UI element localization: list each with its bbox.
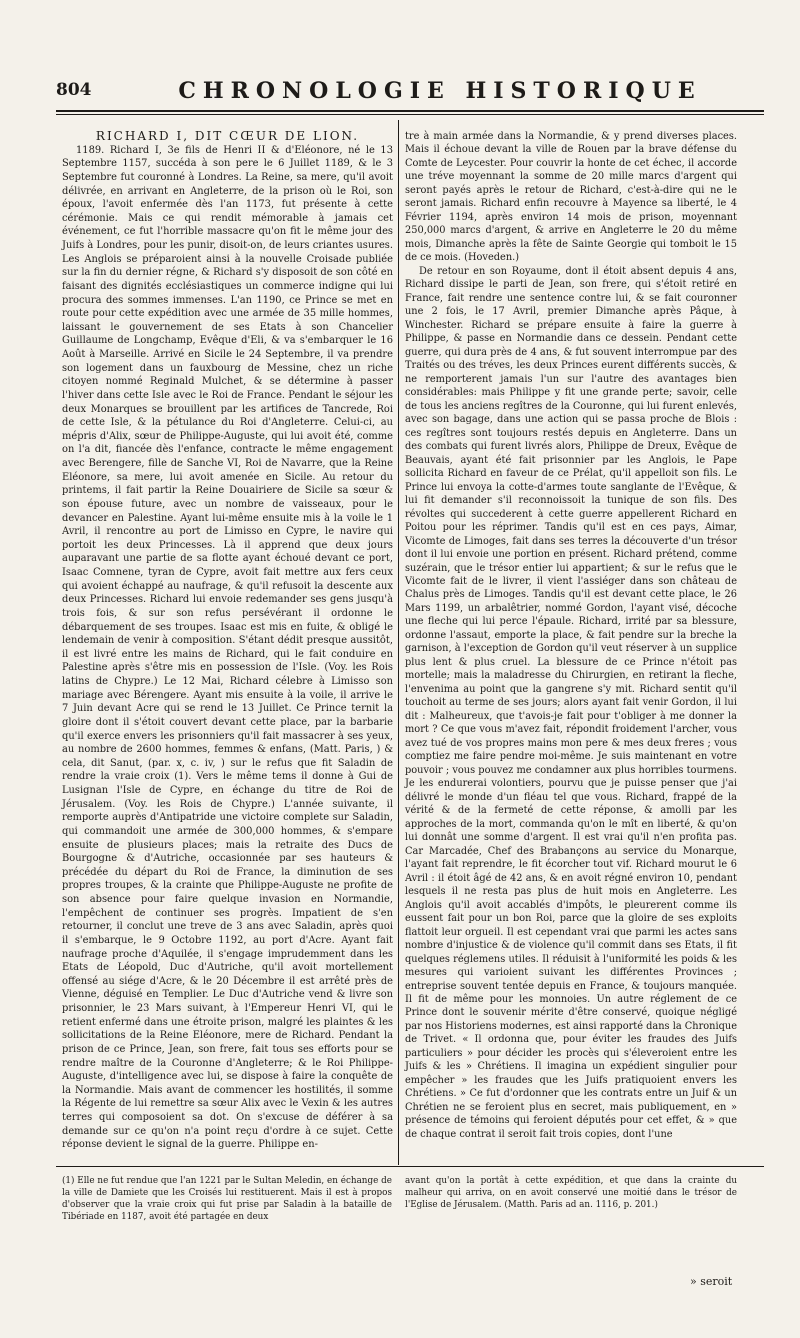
left-paragraph: 1189. Richard I, 3e fils de Henri II & d'Eléonore, né le 13 Septembre 1157, succéda à son pere le 6 Juillet 1189, & le 3 Septembre fut couronné à Londres. La Reine, sa mere, qu'il avoit délivrée, en arrivant en Angleterre, de la prison où le Roi, son époux, l'avoit enfermée dès l'an 1173, fut présente à cette cérémonie. Mais ce qui rendit mémorable à jamais cet événement, ce fut l'horrible massacre qu'on fit le même jour des Juifs à Londres, pour les punir, disoit-on, de leurs criantes usures. Les Anglois se préparoient ainsi à la nouvelle Croisade publiée sur la fin du dernier régne, & Richard s'y disposoit de son côté en faisant des dignités ecclésiastiques un commerce indigne qui lui procura des sommes immenses. L'an 1190, ce Prince se met en route pour cette expédition avec une armée de 35 mille hommes, laissant le gouvernement de ses Etats à son Chancelier Guillaume de Longchamp, Evêque d'Eli, & va s'embarquer le 16 Août à Marseille. Arrivé en Sicile le 24 Septembre, il va prendre son logement dans un fauxbourg de Messine, chez un riche citoyen nommé Reginald Mulchet, & se détermine à passer l'hiver dans cette Isle avec le Roi de France. Pendant le séjour les deux Monarques se brouillent par les artifices de Tancrede, Roi de cette Isle, & la pétulance du Roi d'Angleterre. Celui-ci, au mépris d'Alix, sœur de Philippe-Auguste, qui lui avoit été, comme on l'a dit, fiancée dès l'enfance, contracte le même engagement avec Berengere, fille de Sanche VI, Roi de Navarre, que la Reine Eléonore, sa mere, lui avoit amenée en Sicile. Au retour du printems, il fait partir la Reine Douairiere de Sicile sa sœur & son épouse future, avec un nombre de vaisseaux, pour le devancer en Palestine. Ayant lui-même ensuite mis à la voile le 1 Avril, il rencontre au port de Limisso en Cypre, le navire qui portoit les deux Princesses. Là il apprend que deux jours auparavant une partie de sa flotte ayant échoué devant ce port, Isaac Comnene, tyran de Cypre, avoit fait mettre aux fers ceux qui avoient échappé au naufrage, & qu'il refusoit la descente aux deux Princesses. Richard lui envoie redemander ses gens jusqu'à trois fois, & sur son refus persévérant il ordonne le débarquement de ses troupes. Isaac est mis en fuite, & obligé le lendemain de venir à composition. S'étant dédit presque aussitôt, il est livré entre les mains de Richard, qui le fait conduire en Palestine après s'être mis en possession de l'Isle. (Voy. les Rois latins de Chypre.) Le 12 Mai, Richard célebre à Limisso son mariage avec Bérengere. Ayant mis ensuite à la voile, il arrive le 7 Juin devant Acre qui se rend le 13 Juillet. Ce Prince ternit la gloire dont il s'étoit couvert devant cette place, par la barbarie qu'il exerce envers les prisonniers qu'il fait massacrer à ses yeux, au nombre de 2600 hommes, femmes & enfans, (Matt. Paris, ) & cela, dit Sanut, (par. x, c. iv, ) sur le refus que fit Saladin de rendre la vraie croix (1). Vers le même tems il donne à Gui de Lusignan l'Isle de Cypre, en échange du titre de Roi de Jérusalem. (Voy. les Rois de Chypre.) L'année suivante, il remporte auprès d'Antipatride une victoire complete sur Saladin, qui commandoit une armée de 300,000 hommes, & s'empare ensuite de plusieurs places; mais la retraite des Ducs de Bourgogne & d'Autriche, occasionnée par ses hauteurs & précédée du départ du Roi de France, la diminution de ses propres troupes, & la crainte que Philippe-Auguste ne profite de son absence pour faire quelque invasion en Normandie, l'empêchent de continuer ses progrès. Impatient de s'en retourner, il conclut une treve de 3 ans avec Saladin, après quoi il s'embarque, le 9 Octobre 1192, au port d'Acre. Ayant fait naufrage proche d'Aquilée, il s'engage imprudemment dans les Etats de Léopold, Duc d'Autriche, qu'il avoit mortellement offensé au siége d'Acre, & le 20 Décembre il est arrêté près de Vienne, déguisé en Templier. Le Duc d'Autriche vend & livre son prisonnier, le 23 Mars suivant, à l'Empereur Henri VI, qui le retient enfermé dans une étroite prison, malgré les plaintes & les sollicitations de la Reine Eléonore, mere de Richard. Pendant la prison de ce Prince, Jean, son frere, fait tous ses efforts pour se rendre maître de la Couronne d'Angleterre; & le Roi Philippe-Auguste, d'intelligence avec lui, se dispose à faire la conquête de la Normandie. Mais avant de commencer les hostilités, il somme la Régente de lui remettre sa sœur Alix avec le Vexin & les autres terres qui composoient sa dot. On s'excuse de déférer à sa demande sur ce qu'on n'a point reçu d'ordre à ce sujet. Cette réponse devient le signal de la guerre. Philippe en- <box>62 144 393 1151</box>
right-paragraph: De retour en son Royaume, dont il étoit absent depuis 4 ans, Richard dissipe le parti de Jean, son frere, qui s'étoit retiré en France, fait rendre une sentence contre lui, & se fait couronner une 2 fois, le 17 Avril, premier Dimanche après Pâque, à Winchester. Richard se prépare ensuite à faire la guerre à Philippe, & passe en Normandie dans ce dessein. Pendant cette guerre, qui dura près de 4 ans, & fut souvent interrompue par des Traités ou des tréves, les deux Princes eurent différents succès, & ne remporterent jamais l'un sur l'autre des avantages bien considérables: mais Philippe y fit une grande perte; savoir, celle de tous les anciens regîtres de la Couronne, qui lui furent enlevés, avec son bagage, dans une action qui se passa proche de Blois : ces regîtres sont toujours restés depuis en Angleterre. Dans un des combats qui furent livrés alors, Philippe de Dreux, Evêque de Beauvais, ayant été fait prisonnier par les Anglois, le Pape sollicita Richard en faveur de ce Prélat, qu'il appelloit son fils. Le Prince lui envoya la cotte-d'armes toute sanglante de l'Evêque, & lui fit demander s'il reconnoissoit la tunique de son fils. Des révoltes qui succederent à cette guerre appellerent Richard en Poitou pour les réprimer. Tandis qu'il est en ces pays, Aimar, Vicomte de Limoges, fait dans ses terres la découverte d'un trésor dont il lui envoie une portion en présent. Richard prétend, comme suzérain, que le trésor entier lui appartient; & sur le refus que le Vicomte fait de le livrer, il vient l'assiéger dans son château de Chalus près de Limoges. Tandis qu'il est devant cette place, le 26 Mars 1199, un arbalêtrier, nommé Gordon, l'ayant visé, décoche une fleche qui lui perce l'épaule. Richard, irrité par sa blessure, ordonne l'assaut, emporte la place, & fait pendre sur la breche la garnison, à l'exception de Gordon qu'il veut réserver à un supplice plus lent & plus cruel. La blessure de ce Prince n'étoit pas mortelle; mais la maladresse du Chirurgien, en retirant la fleche, l'envenima au point que la gangrene s'y mit. Richard sentit qu'il touchoit au terme de ses jours; alors ayant fait venir Gordon, il lui dit : Malheureux, que t'avois-je fait pour t'obliger à me donner la mort ? Ce que vous m'avez fait, répondit froidement l'archer, vous avez tué de vos propres mains mon pere & mes deux freres ; vous comptiez me faire pendre moi-même. Je suis maintenant en votre pouvoir ; vous pouvez me condamner aux plus horribles tourmens. Je les endurerai volontiers, pourvu que je puisse penser que j'ai délivré le monde d'un fléau tel que vous. Richard, frappé de la vérité & de la fermeté de cette réponse, & amolli par les approches de la mort, commanda qu'on le mît en liberté, & qu'on lui donnât une somme d'argent. Il est vrai qu'il n'en profita pas. Car Marcadée, Chef des Brabançons au service du Monarque, l'ayant fait reprendre, le fit écorcher tout vif. Richard mourut le 6 Avril : il étoit âgé de 42 ans, & en avoit régné environ 10, pendant lesquels il ne resta pas plus de huit mois en Angleterre. Les Anglois qu'il avoit accablés d'impôts, le pleurerent comme ils eussent fait pour un bon Roi, parce que la gloire de ses exploits flattoit leur orgueil. Il est cependant vrai que parmi les actes sans nombre d'injustice & de violence qu'il commit dans ses Etats, il fit quelques réglemens utiles. Il réduisit à l'uniformité les poids & les mesures qui varioient suivant les différentes Provinces ; entreprise souvent tentée depuis en France, & toujours manquée. Il fit de même pour les monnoies. Un autre réglement de ce Prince dont le souvenir mérite d'être conservé, quoique négligé par nos Historiens modernes, est ainsi rapporté dans la Chronique de Trivet. « Il ordonna que, pour éviter les fraudes des Juifs particuliers » pour décider les procès qui s'éleveroient entre les Juifs & les » Chrétiens. Il imagina un expédient singulier pour empêcher » les fraudes que les Juifs pratiquoient envers les Chrétiens. » Ce fut d'ordonner que les contrats entre un Juif & un Chrétien ne se feroient plus en secret, mais publiquement, en » présence de témoins qui feroient députés pour cet effet, & » que de chaque contrat il seroit fait trois copies, dont l'une <box>405 265 737 1140</box>
right-paragraph: tre à main armée dans la Normandie, & y prend diverses places. Mais il échoue devant la ville de Rouen par la brave défense du Comte de Leycester. Pour couvrir la honte de cet échec, il accorde une tréve moyennant la somme de 20 mille marcs d'argent qui seront payés après le retour de Richard, c'est-à-dire qui ne le seront jamais. Richard enfin recouvre à Mayence sa liberté, le 4 Février 1194, après environ 14 mois de prison, moyennant 250,000 marcs d'argent, & arrive en Angleterre le 20 du même mois, Dimanche après la fête de Sainte Georgie qui tomboit le 15 de ce mois. (Hoveden.) <box>405 131 737 264</box>
footnote-left: (1) Elle ne fut rendue que l'an 1221 par le Sultan Meledin, en échange de la ville de Damiete que les Croisés lui restituerent. Mais il est à propos d'observer que la vraie croix qui fut prise par Saladin à la bataille de Tibériade en 1187, avoit été partagée en deux <box>62 1176 392 1222</box>
footnote-rule <box>56 1166 764 1167</box>
catchword: » seroit <box>690 1275 733 1288</box>
column-divider <box>398 120 399 1165</box>
right-column <box>405 130 737 1141</box>
section-title: RICHARD I, DIT CŒUR DE LION. <box>95 129 360 143</box>
running-title: CHRONOLOGIE HISTORIQUE <box>178 78 702 104</box>
left-column <box>62 130 393 1152</box>
page-header <box>56 70 764 110</box>
page-number: 804 <box>56 80 92 100</box>
header-rule-bottom <box>56 114 764 115</box>
header-rule-top <box>56 110 764 112</box>
footnote-right: avant qu'on la portât à cette expédition, et que dans la crainte du malheur qui arriva, on en avoit conservé une moitié dans le trésor de l'Eglise de Jérusalem. (Matth. Paris ad an. 1116, p. 201.) <box>405 1176 737 1210</box>
